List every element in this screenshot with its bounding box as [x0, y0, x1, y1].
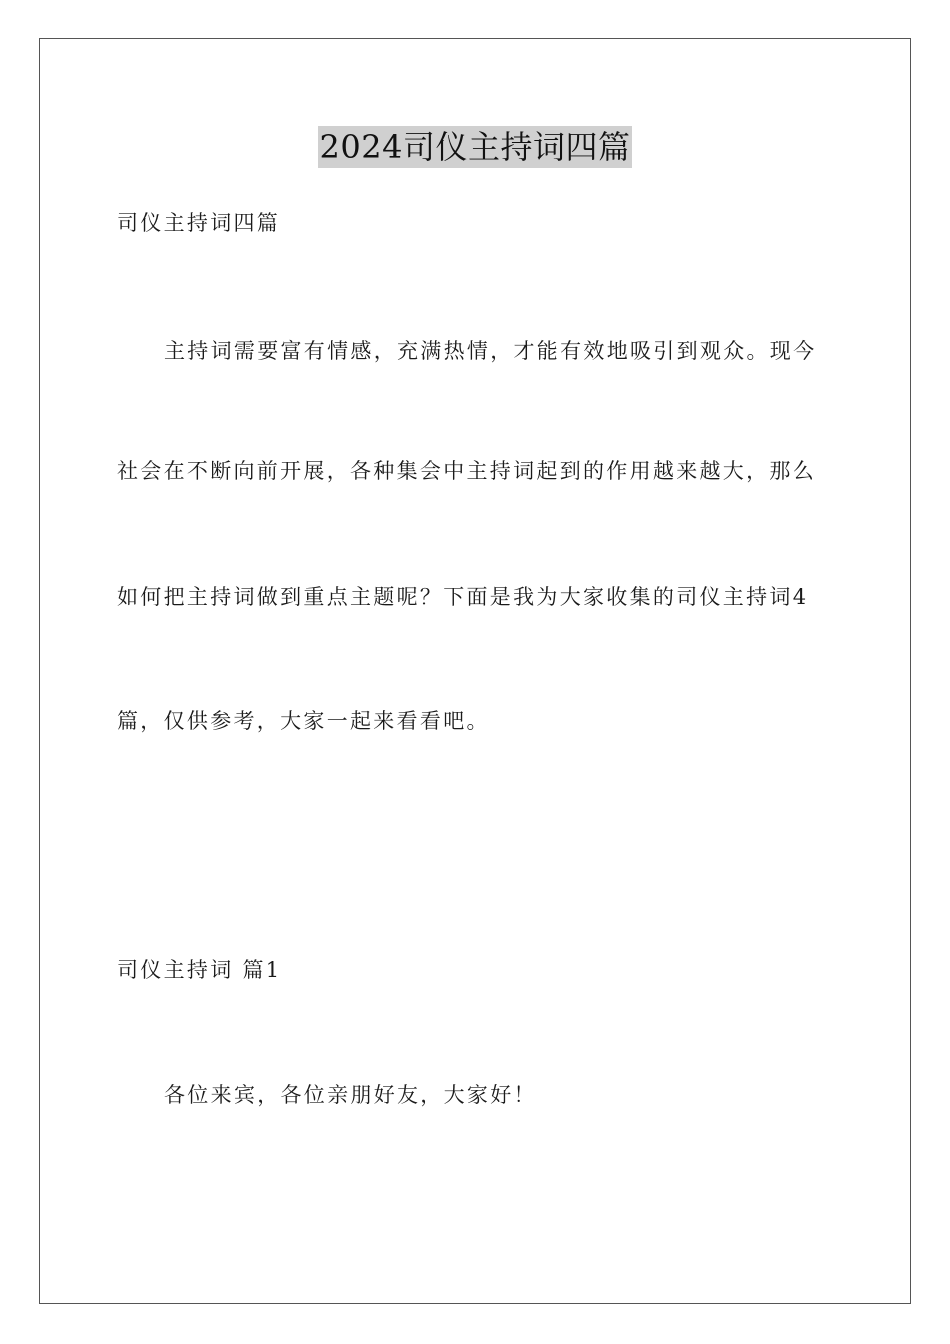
intro-line-1: 主持词需要富有情感，充满热情，才能有效地吸引到观众。现今 — [164, 339, 817, 363]
document-title: 2024司仪主持词四篇 — [319, 128, 631, 166]
section-heading: 司仪主持词 篇1 — [117, 958, 282, 982]
section-first-line: 各位来宾，各位亲朋好友，大家好！ — [164, 1083, 537, 1107]
intro-line-4: 篇，仅供参考，大家一起来看看吧。 — [117, 709, 490, 733]
intro-line-3: 如何把主持词做到重点主题呢？下面是我为大家收集的司仪主持词4 — [117, 585, 809, 609]
document-subtitle: 司仪主持词四篇 — [117, 211, 281, 235]
intro-line-2: 社会在不断向前开展，各种集会中主持词起到的作用越来越大，那么 — [117, 459, 816, 483]
title-container — [0, 126, 950, 168]
